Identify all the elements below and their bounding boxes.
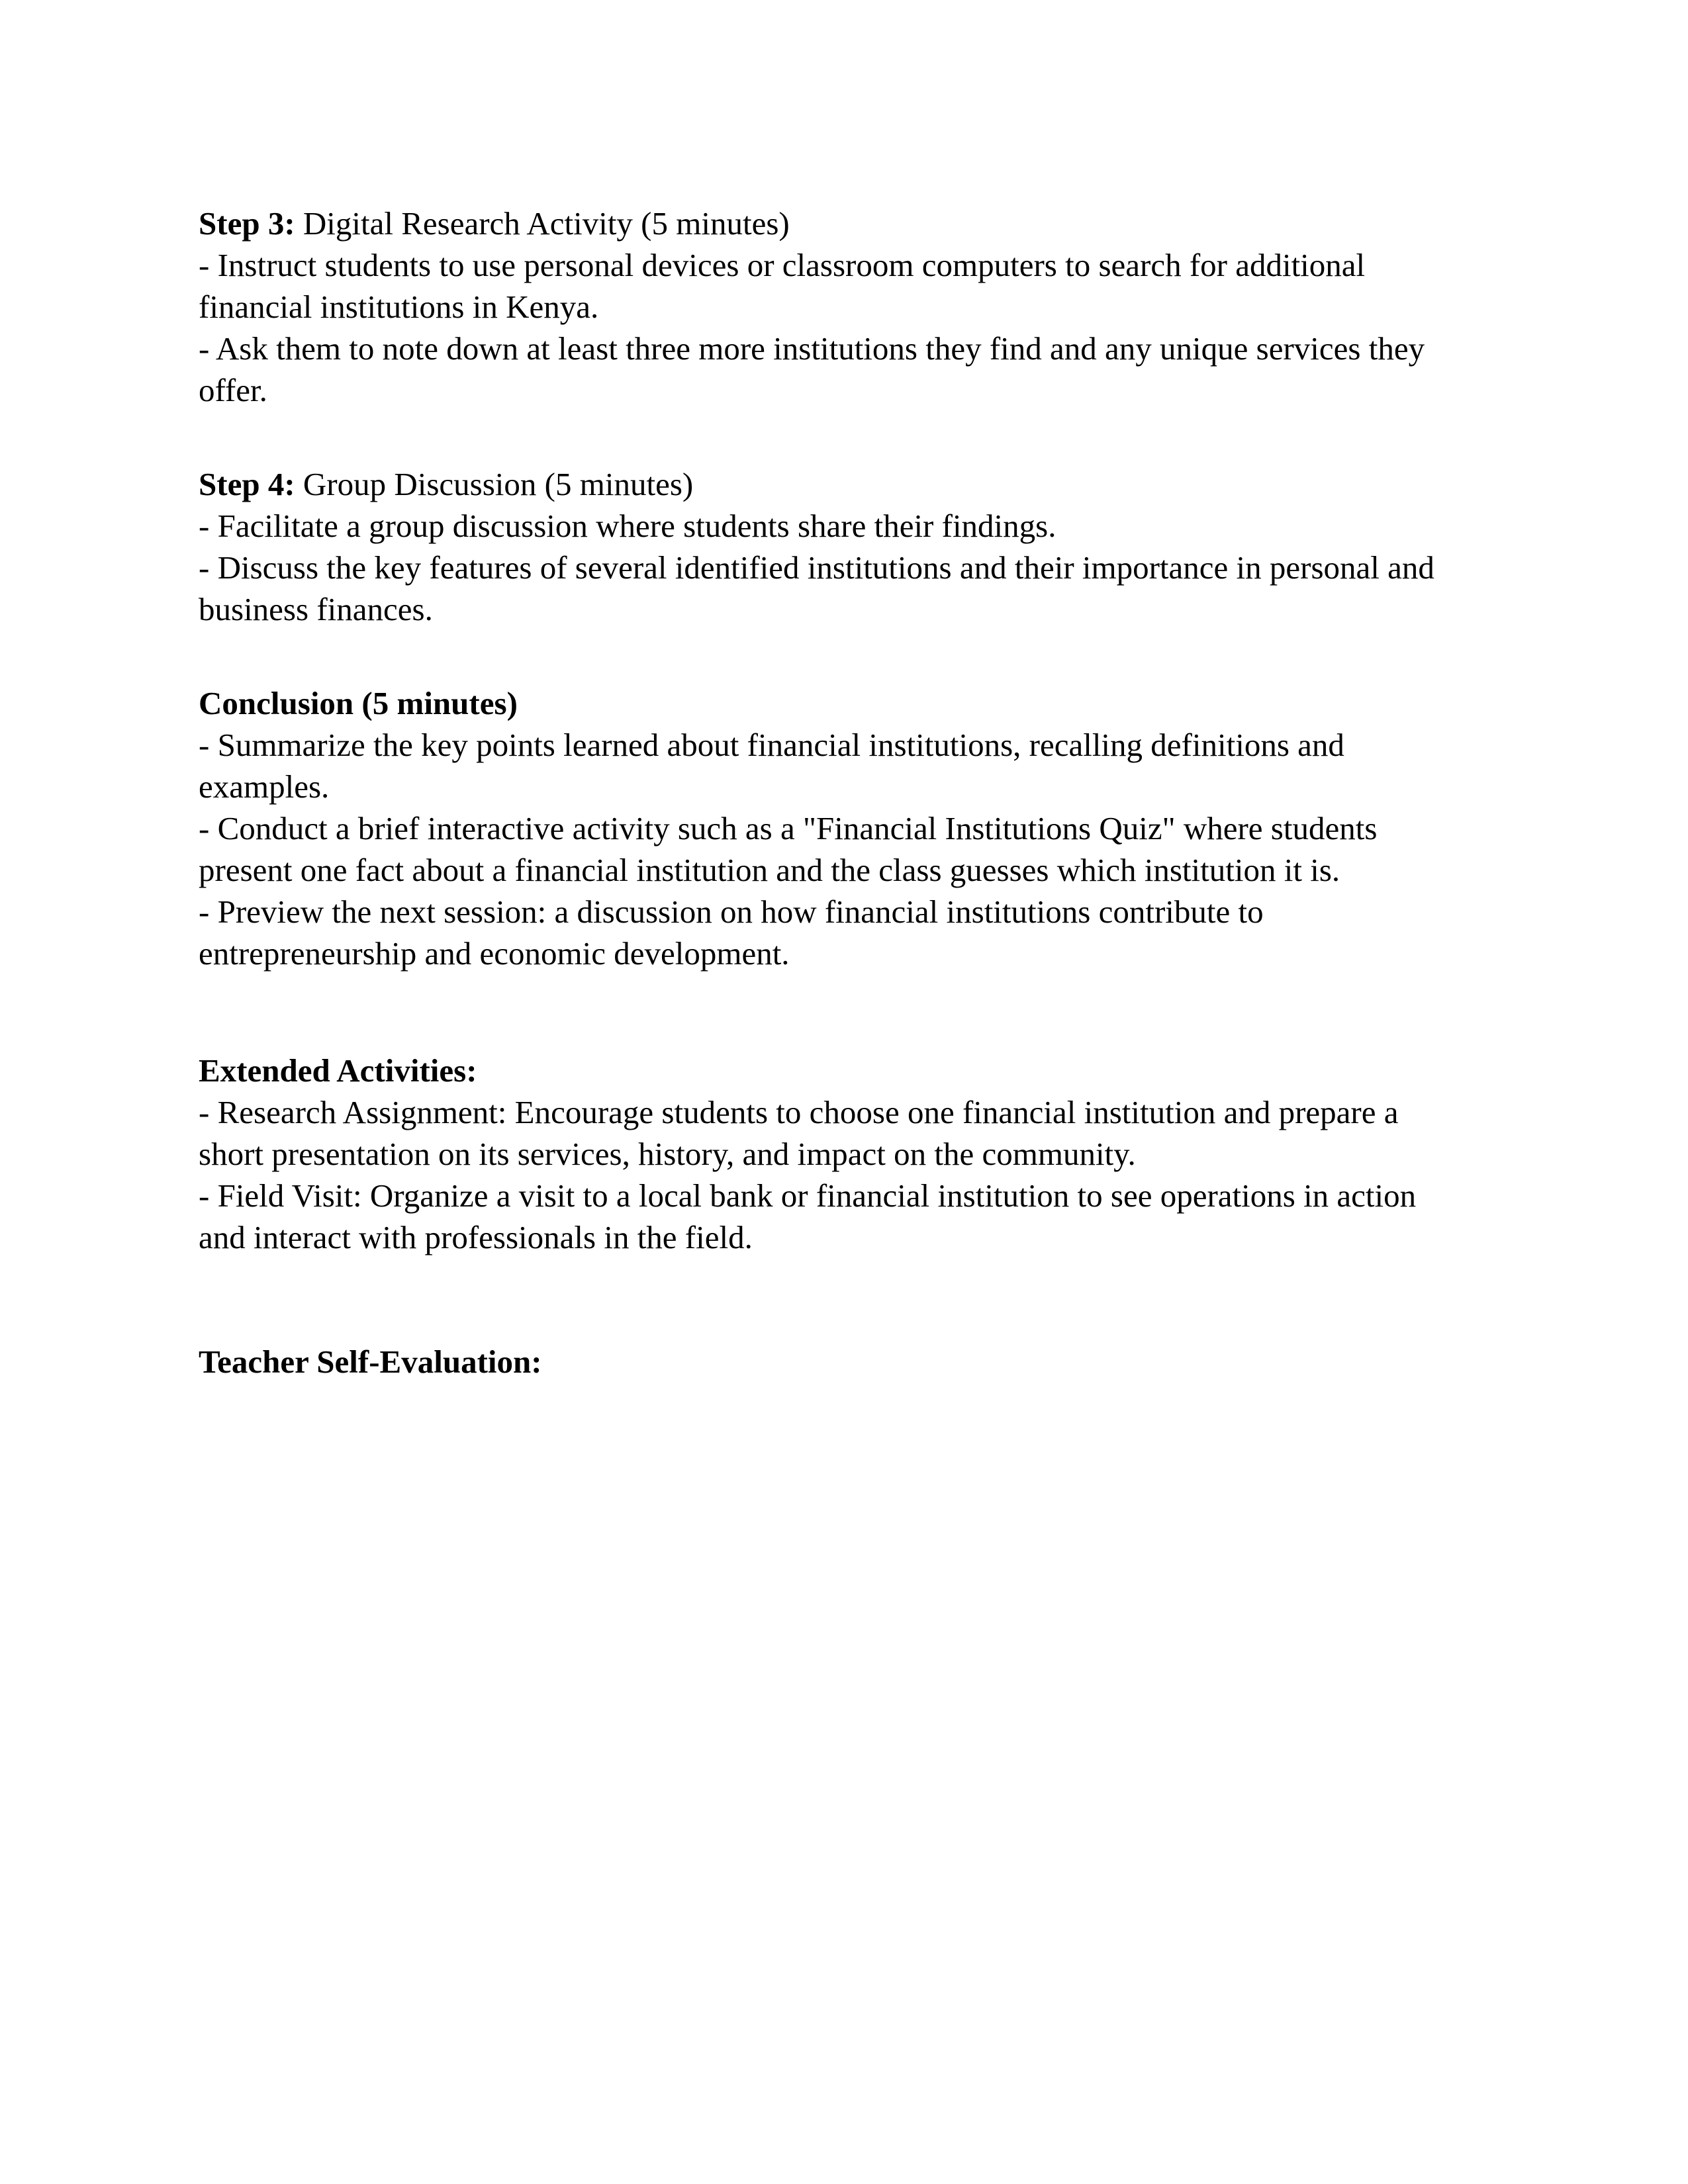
- paragraph-line: short presentation on its services, history, and impact on the community.: [199, 1136, 1136, 1172]
- paragraph-line: business finances.: [199, 591, 433, 627]
- paragraph-line: - Field Visit: Organize a visit to a local bank or financial institution to see operations in action: [199, 1177, 1417, 1214]
- paragraph-line: - Conduct a brief interactive activity such as a "Financial Institutions Quiz" where students: [199, 810, 1378, 846]
- heading-label: Step 3:: [199, 205, 295, 242]
- paragraph-line: - Preview the next session: a discussion on how financial institutions contribute to: [199, 893, 1264, 930]
- paragraph-line: present one fact about a financial institution and the class guesses which institution it is.: [199, 852, 1340, 888]
- section-heading: [199, 203, 1523, 244]
- paragraph-line: entrepreneurship and economic development.: [199, 935, 790, 972]
- paragraph-line: financial institutions in Kenya.: [199, 289, 599, 325]
- paragraph-line: examples.: [199, 768, 330, 805]
- paragraph-line: - Research Assignment: Encourage students to choose one financial institution and prepare a: [199, 1094, 1399, 1130]
- section-heading: [199, 682, 1523, 724]
- heading-text: Group Discussion (5 minutes): [295, 466, 694, 502]
- section-heading: [199, 1341, 1523, 1383]
- section-conclusion: [199, 682, 1523, 974]
- paragraph-line: - Facilitate a group discussion where students share their findings.: [199, 508, 1056, 544]
- heading-label: Step 4:: [199, 466, 295, 502]
- section-heading: [199, 1050, 1523, 1091]
- heading-label: Teacher Self-Evaluation:: [199, 1343, 542, 1380]
- heading-label: Conclusion (5 minutes): [199, 685, 518, 721]
- section-step-4: [199, 463, 1523, 630]
- paragraph-line: - Discuss the key features of several identified institutions and their importance in personal and: [199, 549, 1434, 586]
- section-extended-activities: [199, 1050, 1523, 1258]
- section-heading: [199, 463, 1523, 505]
- document-page: [199, 203, 1523, 1383]
- paragraph-line: - Summarize the key points learned about financial institutions, recalling definitions and: [199, 727, 1344, 763]
- heading-text: Digital Research Activity (5 minutes): [295, 205, 790, 242]
- paragraph-line: - Instruct students to use personal devices or classroom computers to search for additional: [199, 247, 1366, 283]
- section-step-3: [199, 203, 1523, 411]
- paragraph-line: - Ask them to note down at least three more institutions they find and any unique services they: [199, 330, 1425, 367]
- heading-label: Extended Activities:: [199, 1052, 477, 1089]
- section-teacher-self-evaluation: [199, 1341, 1523, 1383]
- paragraph-line: offer.: [199, 372, 267, 408]
- paragraph-line: and interact with professionals in the field.: [199, 1219, 753, 1255]
